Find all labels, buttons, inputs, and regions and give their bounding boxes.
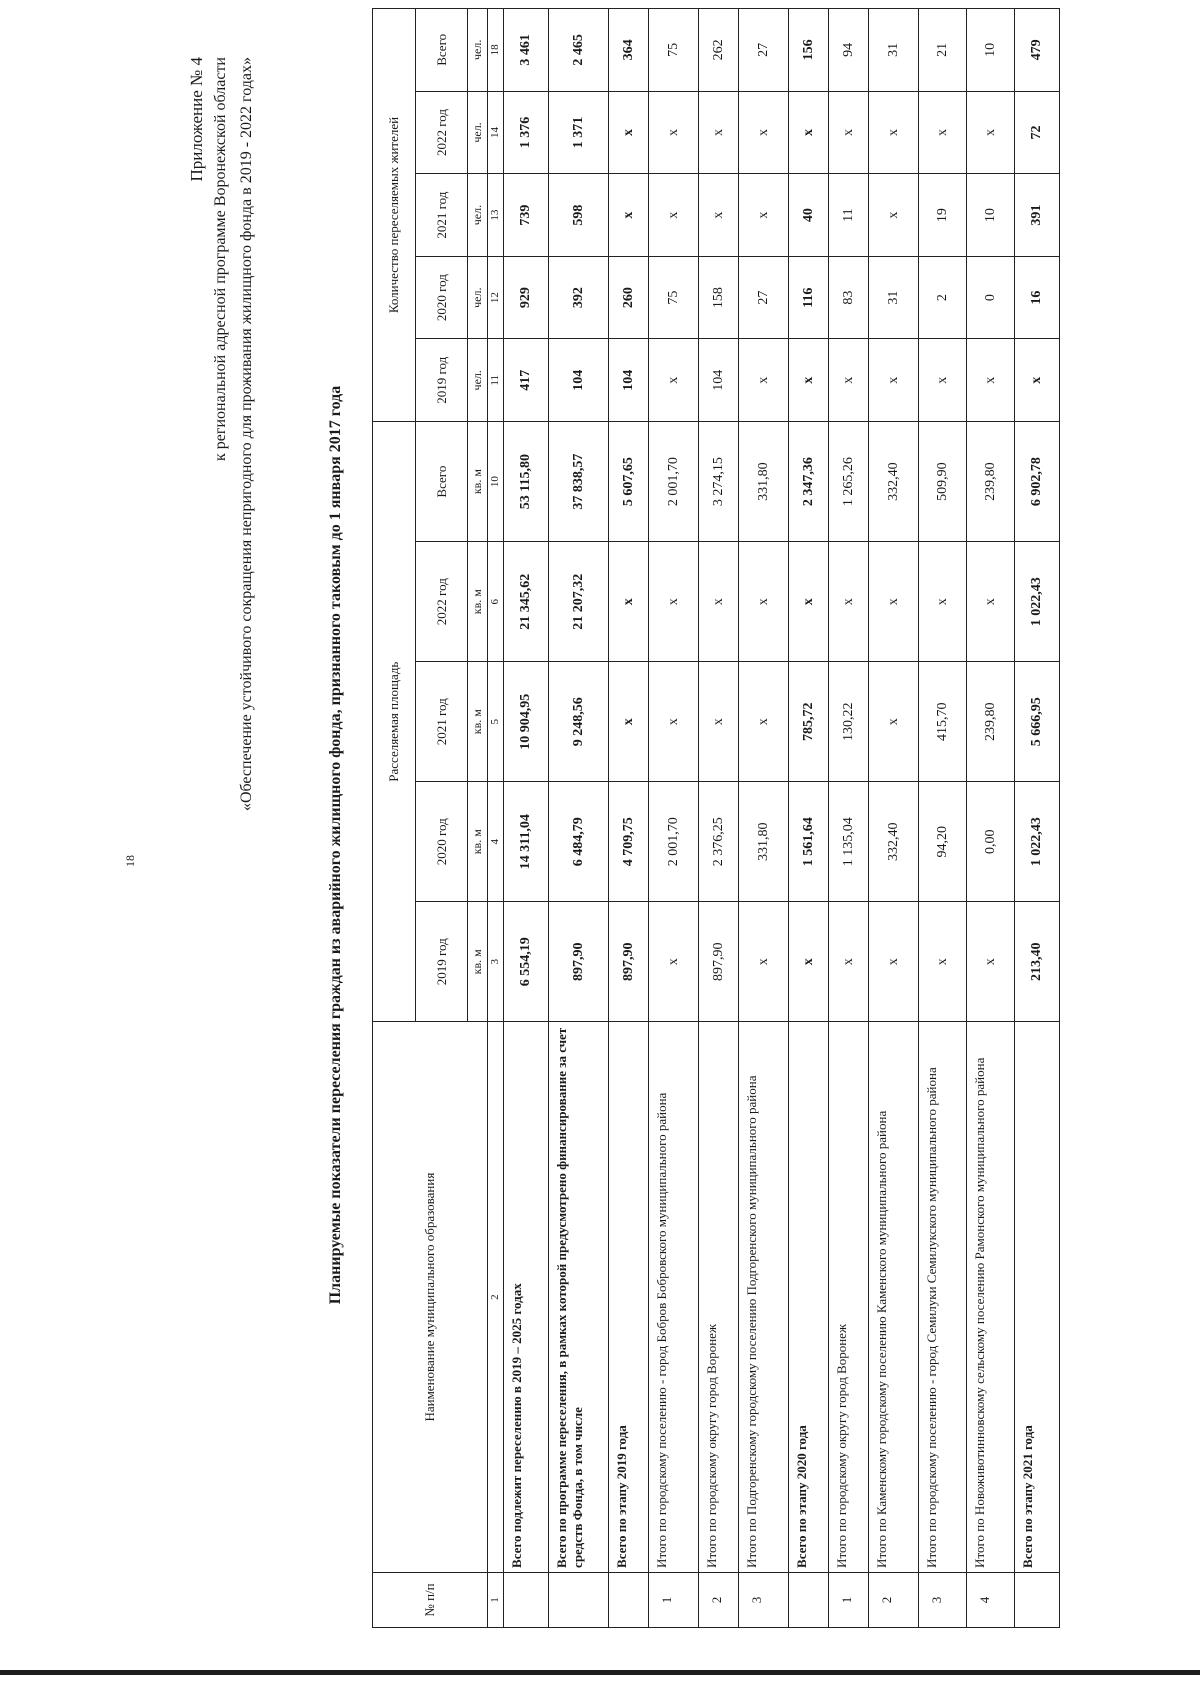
row-value: 262 [699,9,739,92]
header-year: 2022 год [416,91,468,174]
row-value: 1 371 [549,91,609,174]
header-year: 2022 год [416,542,468,662]
header-unit: чел. [468,256,488,339]
row-value: 2 [919,256,967,339]
row-value: 31 [869,256,919,339]
row-value: 10 [967,9,1015,92]
header-people-group: Количество переселяемых жителей [373,9,416,422]
column-index: 11 [488,339,504,422]
row-value: 27 [739,9,789,92]
row-value: 897,90 [549,902,609,1022]
row-value: x [829,902,869,1022]
row-value: x [789,339,829,422]
row-value: 897,90 [609,902,649,1022]
header-unit: чел. [468,91,488,174]
column-index: 5 [488,662,504,782]
table-row [869,9,919,1628]
row-name: Всего по программе переселения, в рамках которой предусмотрено финансирование за счет средств Фонда, в том числе [549,1022,609,1573]
row-value: 2 001,70 [649,422,699,542]
row-number: 2 [869,1572,919,1627]
row-number [549,1572,609,1627]
row-value: 53 115,80 [504,422,549,542]
row-value: 75 [649,9,699,92]
row-name: Всего по этапу 2020 года [789,1022,829,1573]
page-number: 18 [123,855,137,867]
header-unit: кв. м [468,542,488,662]
table-row [919,9,967,1628]
row-value: 2 465 [549,9,609,92]
row-value: 6 484,79 [549,782,609,902]
header-unit: чел. [468,174,488,257]
table-row [609,9,649,1628]
row-value: 239,80 [967,422,1015,542]
row-number [789,1572,829,1627]
row-value: x [649,91,699,174]
row-value: 417 [504,339,549,422]
table-row [649,9,699,1628]
row-value: 0 [967,256,1015,339]
row-value: x [699,174,739,257]
column-index: 10 [488,422,504,542]
row-value: x [919,339,967,422]
row-value: 83 [829,256,869,339]
header-name: Наименование муниципального образования [373,1022,488,1573]
column-index: 3 [488,902,504,1022]
row-value: x [609,174,649,257]
row-value: x [739,902,789,1022]
row-value: 130,22 [829,662,869,782]
row-value: x [869,174,919,257]
row-value: 72 [1015,91,1060,174]
row-value: 104 [609,339,649,422]
header-unit: кв. м [468,902,488,1022]
row-name: Итого по городскому поселению - город Бобров Бобровского муниципального района [649,1022,699,1573]
row-value: 415,70 [919,662,967,782]
row-value: 2 001,70 [649,782,699,902]
row-name: Итого по городскому поселению - город Семилуки Семилукского муниципального района [919,1022,967,1573]
row-value: 213,40 [1015,902,1060,1022]
row-value: 739 [504,174,549,257]
row-number [504,1572,549,1627]
row-value: 331,80 [739,782,789,902]
row-value: 1 022,43 [1015,782,1060,902]
row-value: x [649,902,699,1022]
resettlement-table [372,8,1060,1628]
row-value: x [699,542,739,662]
row-value: x [609,662,649,782]
header-year: 2021 год [416,662,468,782]
row-number: 3 [919,1572,967,1627]
row-value: 158 [699,256,739,339]
column-index: 14 [488,91,504,174]
appendix-program-line: к региональной адресной программе Воронежской области [212,57,229,461]
row-value: 21 207,32 [549,542,609,662]
row-value: 27 [739,256,789,339]
row-name: Всего по этапу 2019 года [609,1022,649,1573]
row-value: x [609,91,649,174]
appendix-program-title: «Обеспечение устойчивого сокращения непригодного для проживания жилищного фонда в 2019 - 2022 годах» [238,57,255,812]
scan-edge-line [0,1670,1200,1675]
row-value: x [967,91,1015,174]
row-value: x [609,542,649,662]
row-value: x [699,91,739,174]
row-value: 94 [829,9,869,92]
row-name: Всего по этапу 2021 года [1015,1022,1060,1573]
row-number: 4 [967,1572,1015,1627]
row-value: 598 [549,174,609,257]
row-value: x [699,662,739,782]
row-value: 1 265,26 [829,422,869,542]
row-value: 21 [919,9,967,92]
row-value: 391 [1015,174,1060,257]
row-value: 104 [699,339,739,422]
row-name: Итого по городскому округу город Воронеж [829,1022,869,1573]
row-value: 156 [789,9,829,92]
row-value: x [869,662,919,782]
row-number: 1 [829,1572,869,1627]
row-value: x [789,902,829,1022]
table-row [1015,9,1060,1628]
table-row [549,9,609,1628]
row-value: x [789,542,829,662]
row-value: x [919,542,967,662]
row-number [1015,1572,1060,1627]
column-index: 6 [488,542,504,662]
row-value: x [869,542,919,662]
row-number [609,1572,649,1627]
column-index: 12 [488,256,504,339]
row-value: 31 [869,9,919,92]
row-value: x [829,542,869,662]
row-value: 1 561,64 [789,782,829,902]
row-value: 37 838,57 [549,422,609,542]
row-value: x [739,339,789,422]
column-index: 18 [488,9,504,92]
row-name: Итого по Подгоренскому городскому поселению Подгоренского муниципального района [739,1022,789,1573]
row-number: 1 [649,1572,699,1627]
row-value: 3 274,15 [699,422,739,542]
column-index: 1 [488,1572,504,1627]
row-value: 116 [789,256,829,339]
row-value: 3 461 [504,9,549,92]
row-value: 332,40 [869,422,919,542]
row-value: x [919,902,967,1022]
row-value: 14 311,04 [504,782,549,902]
row-value: x [967,339,1015,422]
header-unit: чел. [468,9,488,92]
table-row [699,9,739,1628]
row-value: 929 [504,256,549,339]
row-value: 40 [789,174,829,257]
appendix-number: Приложение № 4 [187,57,206,182]
header-year: Всего [416,9,468,92]
row-value: 364 [609,9,649,92]
row-value: x [869,91,919,174]
row-value: x [649,174,699,257]
row-value: 509,90 [919,422,967,542]
row-value: x [739,662,789,782]
row-value: 0,00 [967,782,1015,902]
header-year: 2019 год [416,902,468,1022]
header-year: 2019 год [416,339,468,422]
table-row [967,9,1015,1628]
row-value: 239,80 [967,662,1015,782]
row-value: 332,40 [869,782,919,902]
row-name: Итого по Новоживотинновскому сельскому поселению Рамонского муниципального района [967,1022,1015,1573]
row-value: 785,72 [789,662,829,782]
table-body [504,9,1060,1628]
table-row [504,9,549,1628]
row-value: 1 135,04 [829,782,869,902]
row-value: 19 [919,174,967,257]
row-value: 104 [549,339,609,422]
row-value: 16 [1015,256,1060,339]
header-unit: кв. м [468,422,488,542]
row-value: x [919,91,967,174]
header-year: 2020 год [416,256,468,339]
row-value: x [739,174,789,257]
row-value: x [829,339,869,422]
row-value: 479 [1015,9,1060,92]
row-value: 6 902,78 [1015,422,1060,542]
row-value: 94,20 [919,782,967,902]
row-value: x [649,542,699,662]
row-value: 10 [967,174,1015,257]
header-area-group: Расселяемая площадь [373,422,416,1022]
row-value: 9 248,56 [549,662,609,782]
column-index: 4 [488,782,504,902]
row-value: x [649,339,699,422]
row-value: x [1015,339,1060,422]
row-value: 21 345,62 [504,542,549,662]
row-name: Итого по городскому округу город Воронеж [699,1022,739,1573]
header-unit: кв. м [468,782,488,902]
row-value: 2 376,25 [699,782,739,902]
row-value: 10 904,95 [504,662,549,782]
row-name: Итого по Каменскому городскому поселению Каменского муниципального района [869,1022,919,1573]
row-name: Всего подлежит переселению в 2019 – 2025 годах [504,1022,549,1573]
row-value: x [967,542,1015,662]
row-value: x [967,902,1015,1022]
row-value: x [869,902,919,1022]
column-index: 2 [488,1022,504,1573]
row-value: 1 376 [504,91,549,174]
row-value: x [789,91,829,174]
document-title: Планируемые показатели переселения граждан из аварийного жилищного фонда, признанного таковым до 1 января 2017 года [327,385,344,1305]
row-number: 3 [739,1572,789,1627]
row-value: 5 607,65 [609,422,649,542]
row-value: 11 [829,174,869,257]
row-value: x [869,339,919,422]
table-row [739,9,789,1628]
table-row [829,9,869,1628]
table-row [789,9,829,1628]
row-value: 5 666,95 [1015,662,1060,782]
header-year: 2020 год [416,782,468,902]
row-value: 6 554,19 [504,902,549,1022]
row-number: 2 [699,1572,739,1627]
header-year: 2021 год [416,174,468,257]
row-value: 2 347,36 [789,422,829,542]
row-value: x [649,662,699,782]
row-value: 1 022,43 [1015,542,1060,662]
header-year: Всего [416,422,468,542]
row-value: 392 [549,256,609,339]
row-value: 75 [649,256,699,339]
row-value: 260 [609,256,649,339]
row-value: 4 709,75 [609,782,649,902]
header-no: № п/п [373,1572,488,1627]
column-index: 13 [488,174,504,257]
header-unit: чел. [468,339,488,422]
row-value: x [739,542,789,662]
row-value: 331,80 [739,422,789,542]
row-value: x [739,91,789,174]
header-unit: кв. м [468,662,488,782]
row-value: x [829,91,869,174]
row-value: 897,90 [699,902,739,1022]
